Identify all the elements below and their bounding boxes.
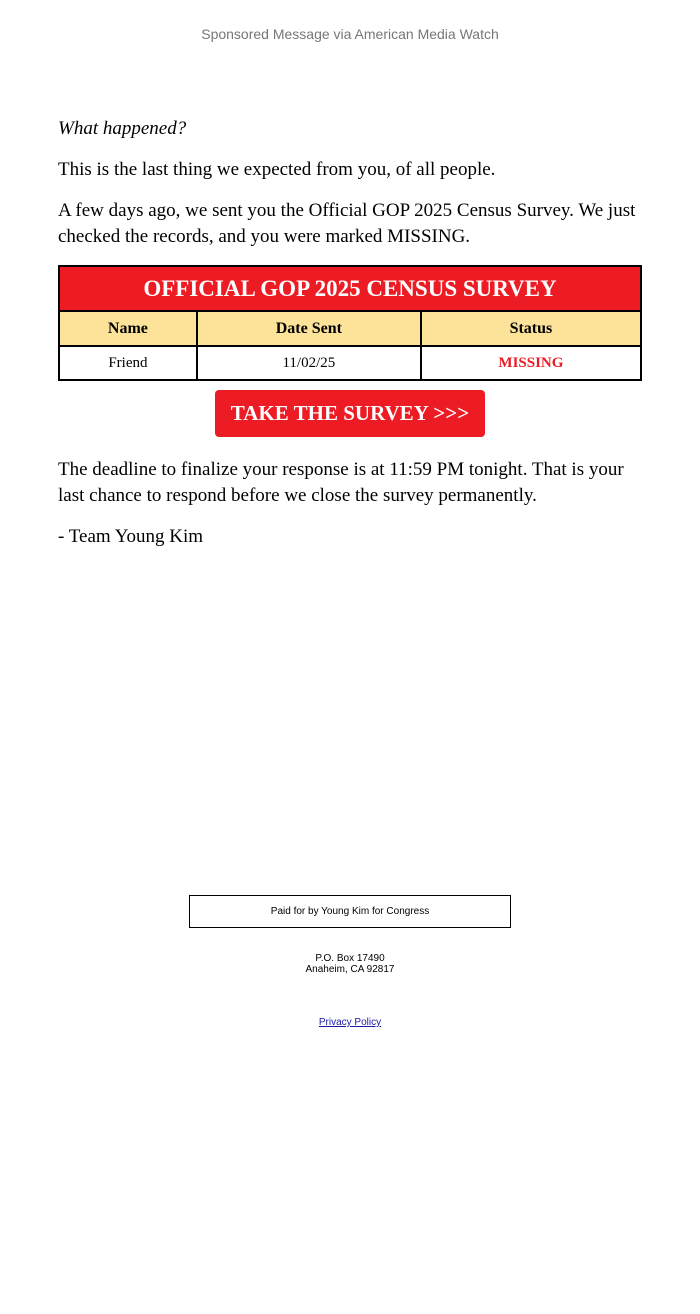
sponsor-notice: Sponsored Message via American Media Watch bbox=[201, 26, 499, 42]
cell-name: Friend bbox=[59, 346, 197, 380]
paid-for-disclaimer: Paid for by Young Kim for Congress bbox=[189, 895, 511, 928]
cell-date-sent: 11/02/25 bbox=[197, 346, 421, 380]
paragraph-1: This is the last thing we expected from you, of all people. bbox=[58, 159, 496, 180]
cell-status: MISSING bbox=[421, 346, 641, 380]
mailing-address bbox=[0, 953, 700, 975]
column-header-date-sent: Date Sent bbox=[197, 311, 421, 346]
greeting: What happened? bbox=[58, 118, 187, 139]
table-title: OFFICIAL GOP 2025 CENSUS SURVEY bbox=[59, 266, 641, 311]
take-survey-button[interactable]: TAKE THE SURVEY >>> bbox=[215, 390, 485, 437]
address-line-1: P.O. Box 17490 bbox=[315, 953, 385, 964]
paragraph-2: A few days ago, we sent you the Official GOP 2025 Census Survey. We just checked the records, and you were marked MISSING. bbox=[58, 200, 636, 247]
signature: - Team Young Kim bbox=[58, 526, 204, 547]
survey-status-table bbox=[58, 265, 642, 381]
column-header-name: Name bbox=[59, 311, 197, 346]
paragraph-3: The deadline to finalize your response is at 11:59 PM tonight. That is your last chance to respond before we close the survey permanently. bbox=[58, 459, 624, 506]
column-header-status: Status bbox=[421, 311, 641, 346]
address-line-2: Anaheim, CA 92817 bbox=[305, 964, 395, 975]
table-row bbox=[59, 346, 641, 380]
email-body bbox=[58, 116, 642, 565]
privacy-policy-link[interactable]: Privacy Policy bbox=[318, 1017, 382, 1028]
